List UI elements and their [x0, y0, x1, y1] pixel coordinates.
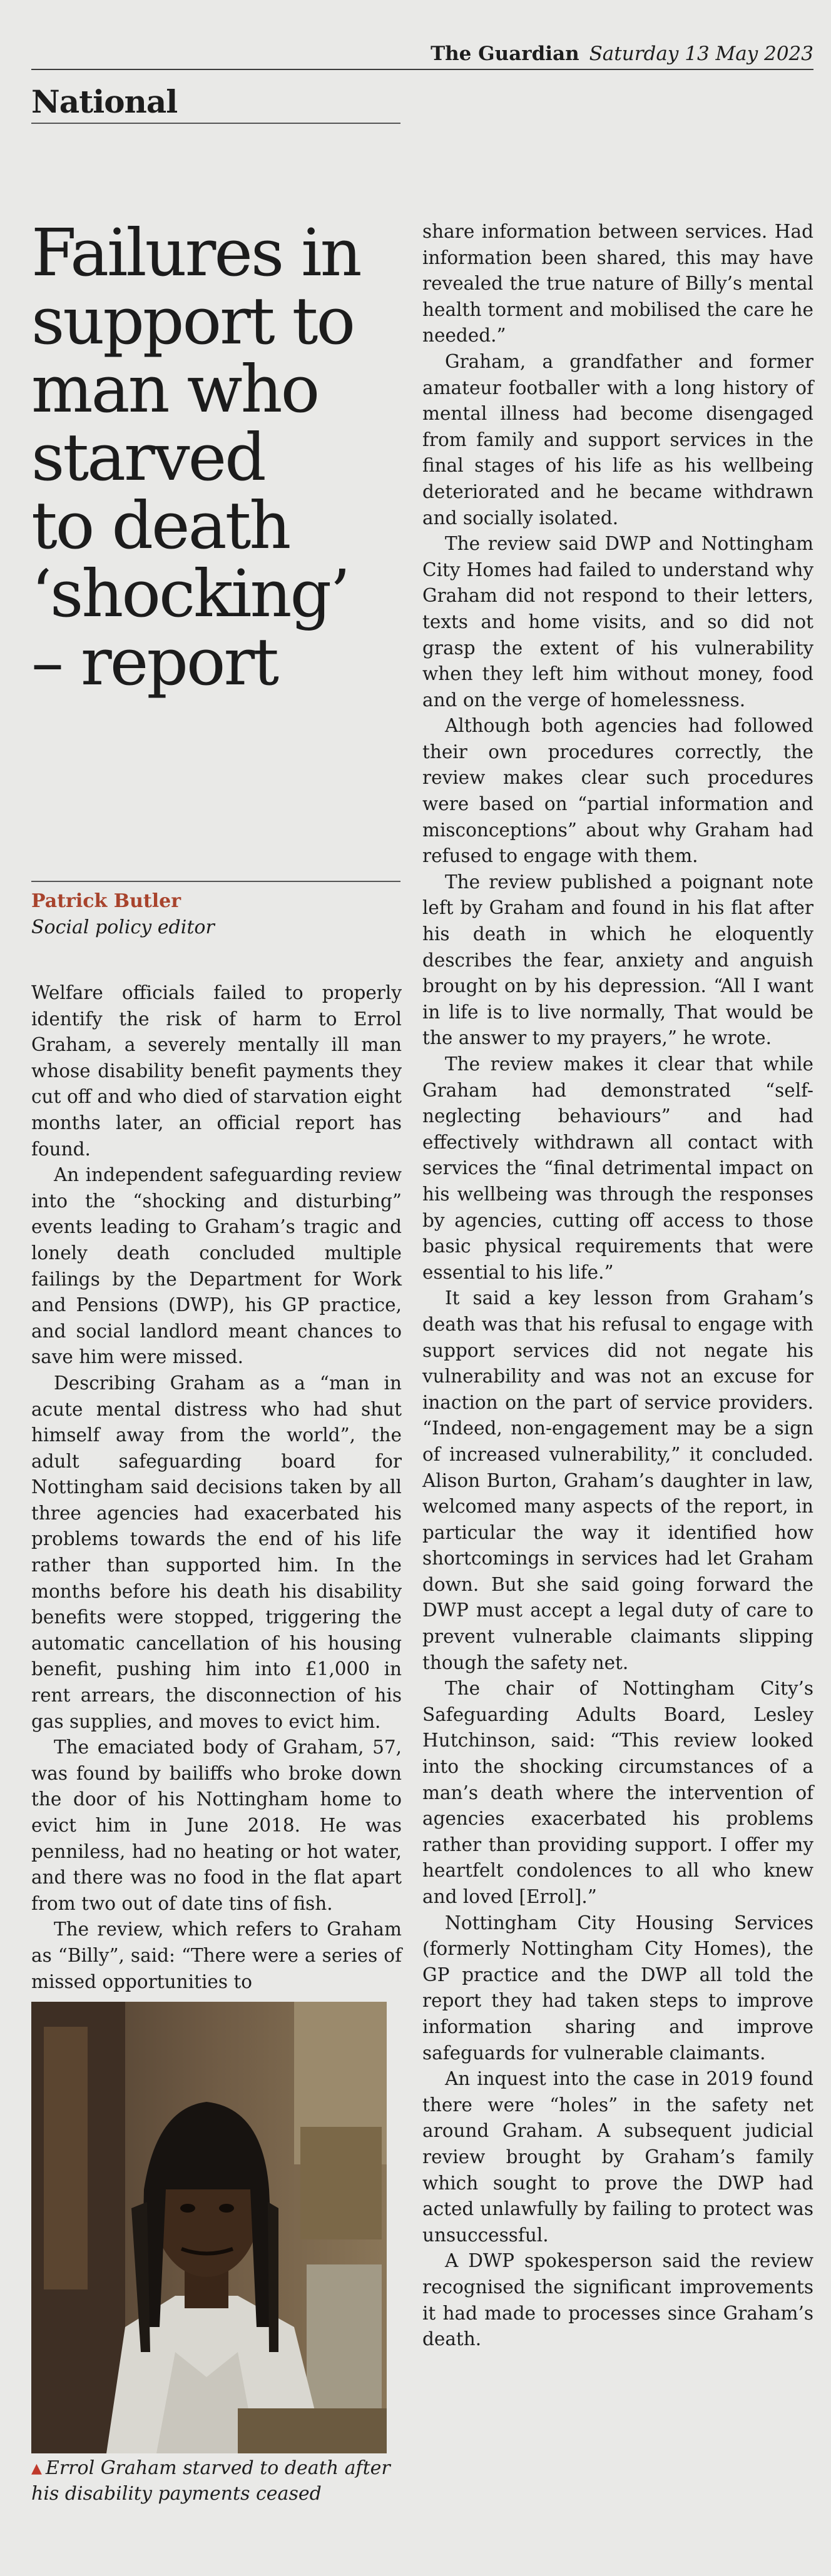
publication-date: Saturday 13 May 2023 — [589, 43, 813, 65]
article-column-right — [422, 219, 813, 2353]
headline-line: support to — [31, 283, 354, 359]
paragraph: The review, which refers to Graham as “Billy”, said: “There were a series of missed opportunities to — [31, 1919, 402, 1992]
headline-line: to death — [31, 487, 290, 564]
headline-line: man who — [31, 351, 319, 427]
byline-role: Social policy editor — [31, 916, 215, 938]
masthead-rule — [31, 69, 813, 70]
paragraph: The review makes it clear that while Graham had demonstrated “self-neglecting behaviours” and had effectively withdrawn all contact with services the “final detrimental impact on his wellbeing was through the responses by agencies, cutting off access to those basic physical requirements that were essential to his life.” — [422, 1053, 813, 1283]
photo-caption — [31, 2456, 400, 2507]
headline — [31, 215, 419, 700]
portrait-photo — [31, 2002, 387, 2453]
headline-line: – report — [31, 624, 278, 700]
paragraph: It said a key lesson from Graham’s death was that his refusal to engage with support services did not negate his vulnerability and was not an excuse for inaction on the part of service providers. “Indeed, non-engagement may be a sign of increased vulnerability,” it concluded. Alison Burton, Graham’s daughter in law, welcomed many aspects of the report, in particular the way it identified how shortcomings in services had let Graham down. But she said going forward the DWP must accept a legal duty of care to prevent vulnerable claimants slipping though the safety net. — [422, 1287, 813, 1673]
paragraph: share information between services. Had information been shared, this may have revealed the true nature of Billy’s mental health torment and mobilised the care he needed.” — [422, 221, 813, 347]
paragraph: The review said DWP and Nottingham City Homes had failed to understand why Graham did not respond to their letters, texts and home visits, and so did not grasp the extent of his vulnerability when they left him without money, food and on the verge of homelessness. — [422, 533, 813, 711]
newspaper-name: The Guardian — [431, 43, 579, 65]
caption-triangle-icon: ▲ — [31, 2461, 42, 2477]
byline-author: Patrick Butler — [31, 890, 181, 912]
paragraph: The emaciated body of Graham, 57, was found by bailiffs who broke down the door of his Nottingham home to evict him in June 2018. He was penniless, had no heating or hot water, and there was no food in the flat apart from two out of date tins of fish. — [31, 1737, 402, 1914]
byline-rule — [31, 881, 400, 882]
headline-line: Failures in — [31, 215, 360, 291]
paragraph: An inquest into the case in 2019 found there were “holes” in the safety net around Graham. A subsequent judicial review brought by Graham’s family which sought to prove the DWP had acted unlawfully by failing to protect was unsuccessful. — [422, 2068, 813, 2246]
paragraph: Describing Graham as a “man in acute mental distress who had shut himself away from the world”, the adult safeguarding board for Nottingham said decisions taken by all three agencies had exacerbated his problems towards the end of his life rather than supported him. In the months before his death his disability benefits were stopped, triggering the automatic cancellation of his housing benefit, pushing him into £1,000 in rent arrears, the disconnection of his gas supplies, and moves to evict him. — [31, 1372, 402, 1732]
caption-text: Errol Graham starved to death after his disability payments ceased — [31, 2457, 390, 2505]
paragraph: A DWP spokesperson said the review recognised the significant improvements it had made to processes since Graham’s death. — [422, 2250, 813, 2350]
paragraph: Welfare officials failed to properly identify the risk of harm to Errol Graham, a severely mentally ill man whose disability benefit payments they cut off and who died of starvation eight months later, an official report has found. — [31, 982, 402, 1160]
article-column-left — [31, 980, 402, 1995]
headline-line: starved — [31, 419, 265, 495]
section-label: National — [31, 83, 178, 120]
paragraph: Nottingham City Housing Services (formerly Nottingham City Homes), the GP practice and the DWP all told the report they had taken steps to improve information sharing and improve safeguards for vulnerable claimants. — [422, 1912, 813, 2064]
paragraph: An independent safeguarding review into the “shocking and disturbing” events leading to Graham’s tragic and lonely death concluded multiple failings by the Department for Work and Pensions (DWP), his GP practice, and social landlord meant chances to save him were missed. — [31, 1164, 402, 1368]
paragraph: The review published a poignant note left by Graham and found in his flat after his death in which he eloquently describes the fear, anxiety and anguish brought on by his depression. “All I want in life is to live normally, That would be the answer to my prayers,” he wrote. — [422, 871, 813, 1049]
headline-line: ‘shocking’ — [31, 555, 349, 632]
photo-errol-graham — [31, 2002, 387, 2453]
paragraph: Graham, a grandfather and former amateur footballer with a long history of mental illness had become disengaged from family and support services in the final stages of his life as his wellbeing deteriorated and he became withdrawn and socially isolated. — [422, 350, 813, 529]
section-rule — [31, 123, 400, 124]
paragraph: Although both agencies had followed their own procedures correctly, the review makes clear such procedures were based on “partial information and misconceptions” about why Graham had refused to engage with them. — [422, 715, 813, 867]
masthead — [31, 39, 813, 69]
paragraph: The chair of Nottingham City’s Safeguarding Adults Board, Lesley Hutchinson, said: “This review looked into the shocking circumstances of a man’s death where the intervention of agencies exacerbated his problems rather than providing support. I offer my heartfelt condolences to all who knew and loved [Errol].” — [422, 1678, 813, 1907]
